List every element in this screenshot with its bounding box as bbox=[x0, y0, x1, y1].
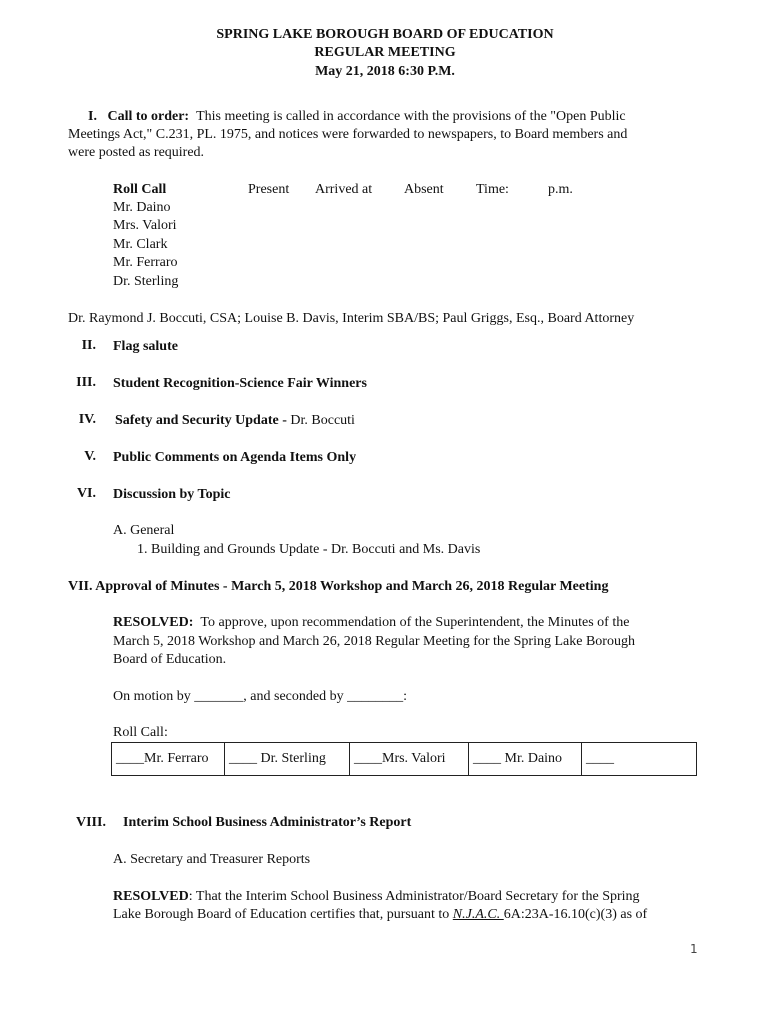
discussion-a1: 1. Building and Grounds Update - Dr. Boccuti and Ms. Davis bbox=[137, 542, 481, 557]
roll-col-arrived: Arrived at bbox=[315, 182, 373, 197]
call-to-order-text-3: were posted as required. bbox=[68, 145, 205, 160]
vote-row bbox=[112, 743, 697, 776]
roll-member: Dr. Sterling bbox=[113, 274, 179, 289]
item-num: III. bbox=[76, 375, 96, 390]
sba-resolved-1 bbox=[113, 888, 640, 906]
item-num: II. bbox=[81, 338, 96, 353]
vote-cell: ____ bbox=[582, 743, 697, 776]
item-title: Student Recognition-Science Fair Winners bbox=[113, 376, 367, 391]
page-number: 1 bbox=[690, 942, 698, 956]
item-num: IV. bbox=[78, 412, 96, 427]
vote-cell: ____ Dr. Sterling bbox=[225, 743, 350, 776]
item-title: Public Comments on Agenda Items Only bbox=[113, 450, 357, 465]
call-to-order-line-1 bbox=[88, 108, 626, 126]
call-to-order-title: Call to order: bbox=[107, 109, 190, 124]
sba-num: VIII. bbox=[76, 815, 106, 830]
roll-col-time: Time: bbox=[476, 182, 509, 197]
roll-member: Mr. Ferraro bbox=[113, 255, 178, 270]
sba-resolved-2 bbox=[113, 906, 647, 924]
vote-cell: ____Mrs. Valori bbox=[350, 743, 469, 776]
staff-line: Dr. Raymond J. Boccuti, CSA; Louise B. Davis, Interim SBA/BS; Paul Griggs, Esq., Board Attorney bbox=[68, 311, 635, 326]
minutes-resolved-1 bbox=[113, 614, 629, 632]
item-title: Discussion by Topic bbox=[113, 487, 231, 502]
roll-col-present: Present bbox=[248, 182, 290, 197]
item-title: Flag salute bbox=[113, 339, 178, 354]
vote-table bbox=[111, 742, 697, 776]
item-line bbox=[115, 412, 355, 430]
sba-resolved-2a: Lake Borough Board of Education certifies that, pursuant to bbox=[113, 907, 453, 922]
title-line-3: May 21, 2018 6:30 P.M. bbox=[315, 64, 455, 79]
call-to-order-num: I. bbox=[88, 109, 97, 124]
item-extra: Dr. Boccuti bbox=[290, 413, 355, 428]
minutes-title: VII. Approval of Minutes - March 5, 2018 Workshop and March 26, 2018 Regular Meeting bbox=[68, 579, 609, 594]
roll-col-pm: p.m. bbox=[548, 182, 573, 197]
minutes-resolved-3: Board of Education. bbox=[113, 652, 227, 667]
vote-cell: ____Mr. Ferraro bbox=[112, 743, 225, 776]
motion-line: On motion by _______, and seconded by ________: bbox=[113, 689, 407, 704]
sba-resolved-text: : That the Interim School Business Administrator/Board Secretary for the Spring bbox=[188, 889, 640, 904]
vote-cell: ____ Mr. Daino bbox=[469, 743, 582, 776]
minutes-resolved-2: March 5, 2018 Workshop and March 26, 2018 Regular Meeting for the Spring Lake Borough bbox=[113, 634, 635, 649]
roll-member: Mrs. Valori bbox=[113, 218, 177, 233]
sba-a: A. Secretary and Treasurer Reports bbox=[113, 852, 311, 867]
sba-resolved-2b: 6A:23A-16.10(c)(3) as of bbox=[503, 907, 648, 922]
call-to-order-text-1: This meeting is called in accordance with the provisions of the "Open Public bbox=[196, 109, 626, 124]
title-line-2: REGULAR MEETING bbox=[314, 45, 456, 60]
roll-call-heading: Roll Call bbox=[113, 182, 167, 197]
roll-call-label: Roll Call: bbox=[113, 725, 168, 740]
resolved-label: RESOLVED: bbox=[113, 615, 194, 630]
njac-citation: N.J.A.C. bbox=[452, 907, 504, 922]
roll-member: Mr. Clark bbox=[113, 237, 168, 252]
sba-title: Interim School Business Administrator’s Report bbox=[123, 815, 412, 830]
item-num: VI. bbox=[76, 486, 96, 501]
title-line-1: SPRING LAKE BOROUGH BOARD OF EDUCATION bbox=[216, 27, 554, 42]
call-to-order-text-2: Meetings Act," C.231, PL. 1975, and notices were forwarded to newspapers, to Board members and bbox=[68, 127, 628, 142]
item-num: V. bbox=[84, 449, 96, 464]
roll-member: Mr. Daino bbox=[113, 200, 171, 215]
resolved-text: To approve, upon recommendation of the Superintendent, the Minutes of the bbox=[200, 615, 630, 630]
item-title: Safety and Security Update - bbox=[115, 413, 287, 428]
discussion-a: A. General bbox=[113, 523, 175, 538]
sba-resolved-label: RESOLVED bbox=[113, 889, 189, 904]
roll-col-absent: Absent bbox=[404, 182, 444, 197]
